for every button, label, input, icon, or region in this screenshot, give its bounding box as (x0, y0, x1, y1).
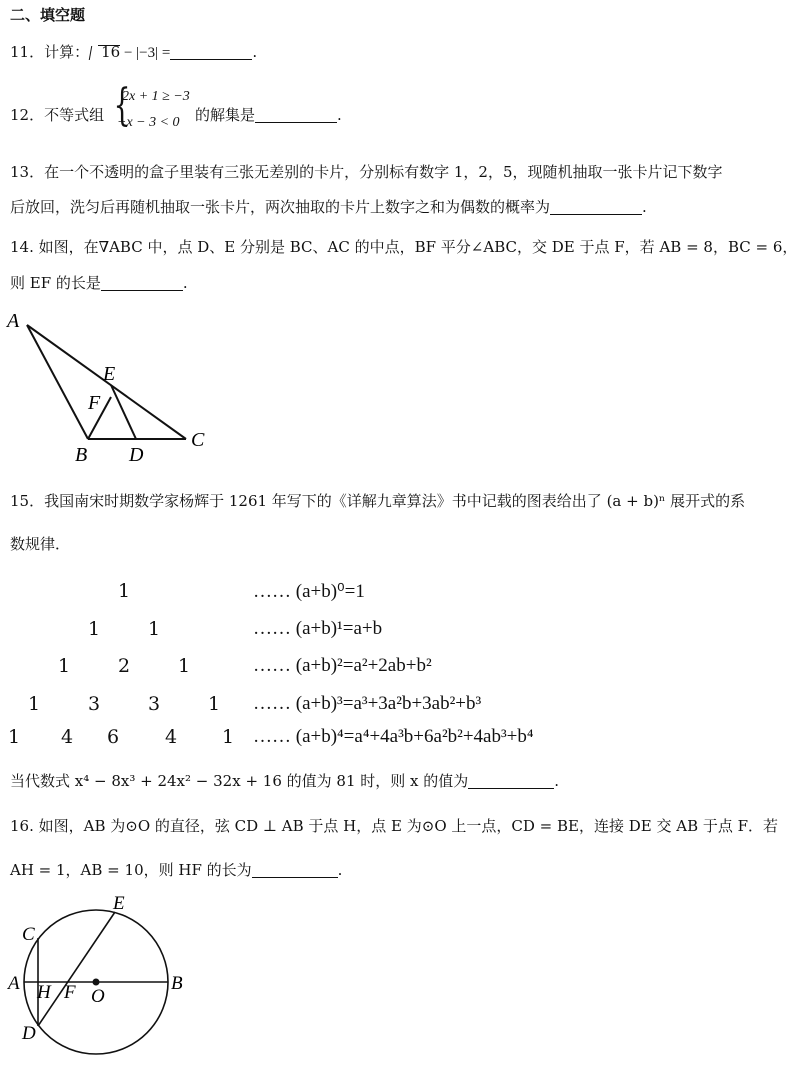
expansion-expr: (a+b)¹=a+b (295, 618, 383, 639)
q14-triangle-figure (0, 305, 220, 465)
label-o: O (91, 986, 105, 1007)
q13-end: . (642, 198, 647, 216)
label-h: H (37, 982, 51, 1003)
dots: …… (253, 618, 291, 639)
pascal-num: 3 (148, 693, 161, 715)
expansion-row-3 (253, 693, 481, 715)
q12-inequality-2: −x − 3 < 0 (117, 115, 180, 130)
pascal-num: 4 (165, 726, 178, 748)
segment-ab (27, 325, 88, 439)
q13-line-2-text: 后放回，洗匀后再随机抽取一张卡片，两次抽取的卡片上数字之和为偶数的概率为 (10, 198, 551, 216)
q11-number: 11． (10, 43, 45, 61)
label-e: E (113, 893, 125, 914)
q11-answer-blank[interactable] (170, 45, 252, 60)
q11-sqrt (89, 43, 120, 61)
dots: …… (253, 726, 291, 747)
label-d: D (22, 1023, 36, 1044)
expansion-expr: (a+b)²=a²+2ab+b² (295, 655, 432, 676)
expansion-expr: (a+b)⁴=a⁴+4a³b+6a²b²+4ab³+b⁴ (295, 726, 534, 747)
q16-end: . (337, 861, 343, 879)
q12-inequality-1: 2x + 1 ≥ −3 (122, 89, 190, 104)
q15-end: . (554, 772, 560, 790)
label-f: F (64, 982, 76, 1003)
dots: …… (253, 655, 291, 676)
expansion-row-2 (253, 655, 432, 677)
dots: …… (253, 581, 291, 602)
pascal-num: 4 (61, 726, 74, 748)
q11-radicand: 16 (101, 43, 121, 61)
pascal-num: 1 (88, 618, 101, 640)
label-c: C (22, 924, 35, 945)
q15-line-3-text: 当代数式 x⁴ − 8x³ + 24x² − 32x + 16 的值为 81 时，则 x 的值为 (10, 772, 469, 790)
q16-line-2 (10, 859, 342, 880)
expansion-row-4 (253, 726, 534, 748)
q15-line-2: 数规律． (10, 535, 71, 553)
pascal-num: 1 (178, 655, 191, 677)
q12-answer-blank[interactable] (255, 108, 337, 123)
q16-answer-blank[interactable] (252, 863, 338, 878)
q16-line-1: 16. 如图，AB 为⊙O 的直径，弦 CD ⊥ AB 于点 H，点 E 为⊙O 上一点，CD = BE，连接 DE 交 AB 于点 F．若 (10, 817, 779, 835)
label-b: B (75, 444, 88, 465)
q14-answer-blank[interactable] (101, 276, 183, 291)
label-c: C (191, 429, 205, 451)
label-e: E (103, 363, 116, 385)
q12-end: . (337, 106, 342, 124)
q11-text: 计算： (44, 43, 90, 61)
question-12 (10, 104, 104, 125)
label-a: A (8, 973, 20, 994)
pascal-num: 1 (208, 693, 221, 715)
pascal-num: 1 (8, 726, 21, 748)
expansion-row-1 (253, 618, 382, 640)
center-dot (93, 979, 100, 986)
pascal-num: 6 (107, 726, 120, 748)
pascal-num: 3 (88, 693, 101, 715)
q14-line-2-text: 则 EF 的长是 (10, 274, 101, 292)
label-f: F (88, 392, 101, 414)
q15-line-3 (10, 770, 559, 791)
q15-line-1: 15．我国南宋时期数学家杨辉于 1261 年写下的《详解九章算法》书中记载的图表给出了 (a + b)ⁿ 展开式的系 (10, 492, 746, 510)
pascal-num: 1 (28, 693, 41, 715)
pascal-num: 2 (118, 655, 131, 677)
pascal-num: 1 (148, 618, 161, 640)
q13-line-2 (10, 196, 647, 217)
label-a: A (7, 310, 20, 332)
q12-after-text: 的解集是 (195, 106, 256, 124)
expansion-expr: (a+b)³=a³+3a²b+3ab²+b³ (295, 693, 482, 714)
q13-answer-blank[interactable] (550, 200, 642, 215)
q16-circle-figure (0, 885, 200, 1080)
pascal-num: 1 (58, 655, 71, 677)
q16-line-2-text: AH = 1，AB = 10，则 HF 的长为 (10, 861, 252, 879)
pascal-num: 1 (222, 726, 235, 748)
q12-number: 12． (10, 106, 45, 124)
q13-line-1: 13．在一个不透明的盒子里装有三张无差别的卡片，分别标有数字 1，2，5，现随机抽取一张卡片记下数字 (10, 163, 723, 181)
pascal-num: 1 (118, 580, 131, 602)
q14-end: . (182, 274, 188, 292)
label-b: B (171, 973, 183, 994)
q14-line-1: 14. 如图，在∇ABC 中，点 D、E 分别是 BC、AC 的中点，BF 平分∠ABC，交 DE 于点 F，若 AB = 8，BC = 6， (10, 238, 798, 256)
q11-end: . (252, 43, 258, 61)
question-11 (10, 41, 257, 62)
q15-answer-blank[interactable] (468, 774, 554, 789)
q14-line-2 (10, 272, 188, 293)
q12-after (195, 104, 342, 125)
expansion-expr: (a+b)⁰=1 (295, 581, 365, 602)
dots: …… (253, 693, 291, 714)
q11-expression: − |−3| = (120, 45, 171, 61)
chord-de (38, 912, 115, 1026)
expansion-row-0 (253, 580, 365, 603)
section-title: 二、填空题 (10, 6, 86, 24)
label-d: D (129, 444, 144, 465)
q12-text: 不等式组 (44, 106, 105, 124)
q12-brace: { (113, 80, 131, 131)
